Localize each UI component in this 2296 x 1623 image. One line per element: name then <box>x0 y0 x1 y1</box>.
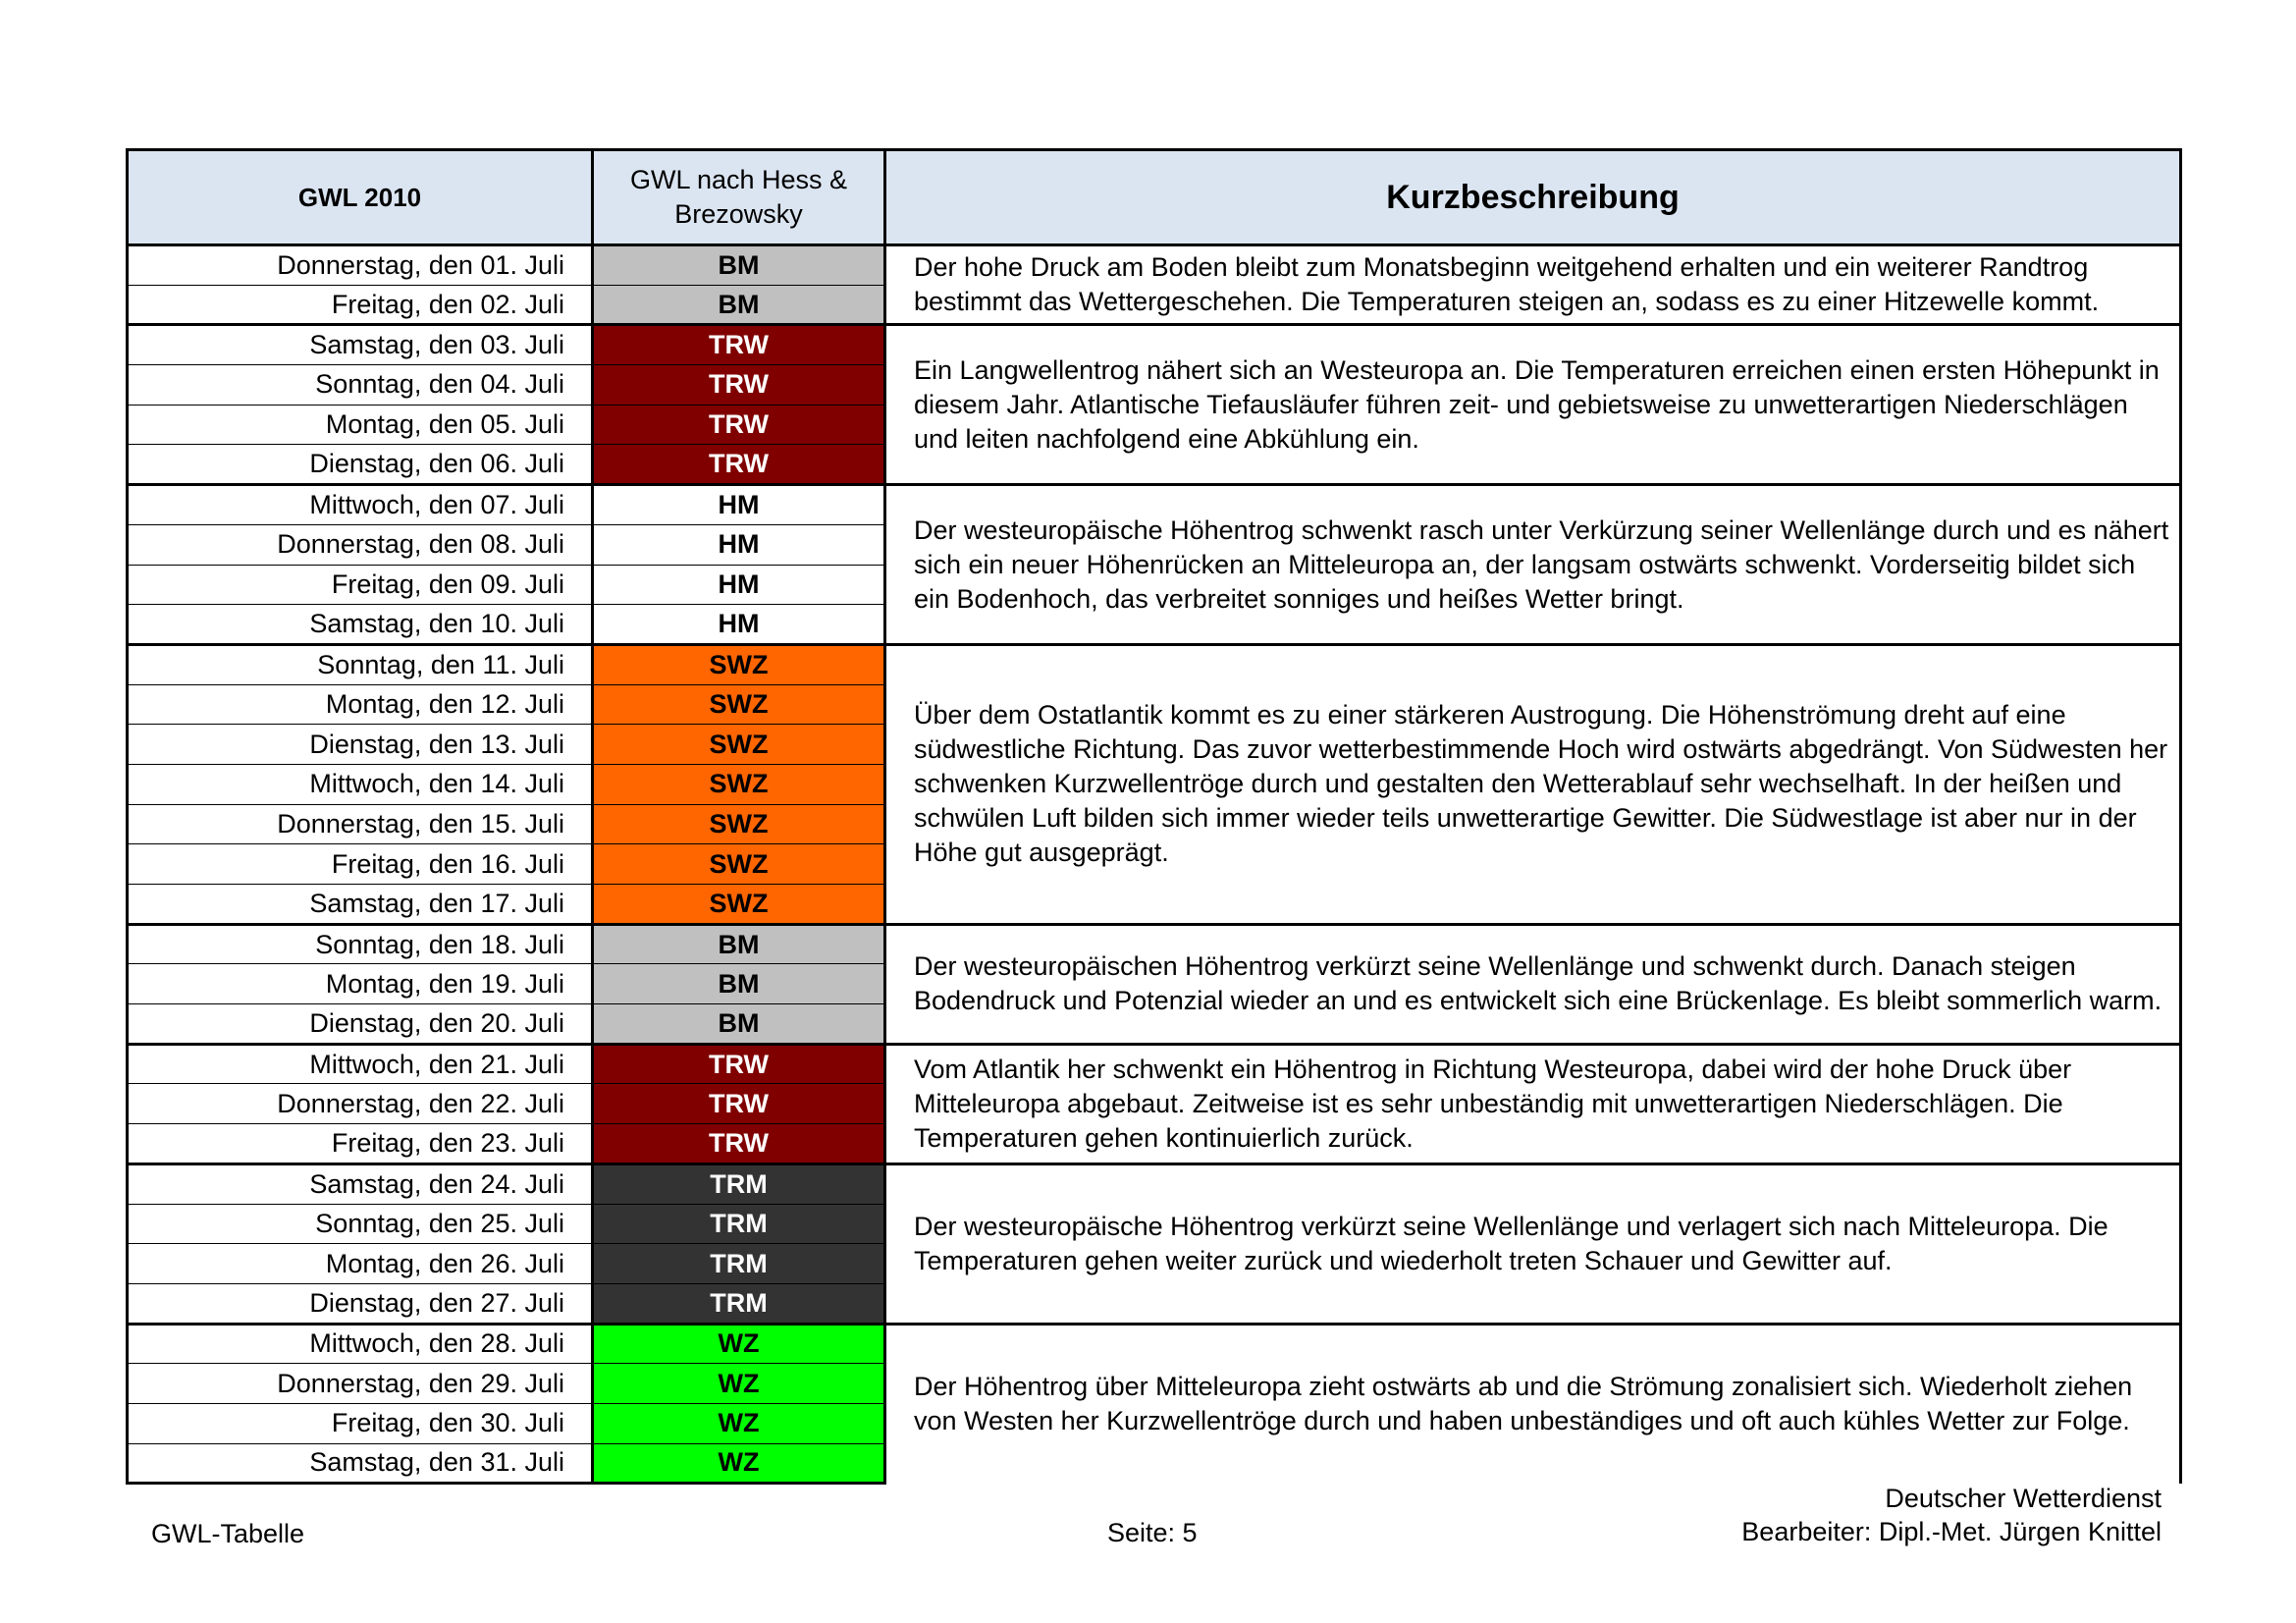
row-gwl-code: SWZ <box>593 684 885 725</box>
row-gwl-code: BM <box>593 1004 885 1045</box>
row-gwl-code: SWZ <box>593 885 885 925</box>
header-gwl-2010: GWL 2010 <box>128 150 593 245</box>
row-gwl-code: BM <box>593 924 885 964</box>
row-date: Sonntag, den 25. Juli <box>128 1204 593 1244</box>
header-row <box>128 150 2181 245</box>
row-date: Donnerstag, den 08. Juli <box>128 524 593 565</box>
row-gwl-code: HM <box>593 485 885 525</box>
row-gwl-code: WZ <box>593 1403 885 1443</box>
table-row <box>128 325 2181 365</box>
gwl-table <box>126 148 2182 1485</box>
row-date: Dienstag, den 27. Juli <box>128 1283 593 1324</box>
row-date: Donnerstag, den 15. Juli <box>128 804 593 844</box>
row-date: Montag, den 12. Juli <box>128 684 593 725</box>
row-gwl-code: SWZ <box>593 725 885 765</box>
row-date: Freitag, den 23. Juli <box>128 1124 593 1164</box>
group-description: Der westeuropäische Höhentrog verkürzt seine Wellenlänge und verlagert sich nach Mitteleuropa. Die Temperaturen gehen weiter zurück und wiederholt treten Schauer und Gewitter auf. <box>885 1163 2181 1324</box>
row-gwl-code: TRW <box>593 365 885 406</box>
group-description: Der westeuropäischen Höhentrog verkürzt seine Wellenlänge und schwenkt durch. Danach steigen Bodendruck und Potenzial wieder an und es entwickelt sich eine Brückenlage. Es bleibt sommerlich warm. <box>885 924 2181 1044</box>
footer-document-title: GWL-Tabelle <box>151 1519 305 1548</box>
row-gwl-code: BM <box>593 245 885 286</box>
row-gwl-code: TRW <box>593 405 885 445</box>
row-gwl-code: TRW <box>593 325 885 365</box>
row-date: Mittwoch, den 14. Juli <box>128 764 593 804</box>
row-gwl-code: WZ <box>593 1324 885 1364</box>
row-date: Mittwoch, den 07. Juli <box>128 485 593 525</box>
row-gwl-code: SWZ <box>593 804 885 844</box>
row-date: Dienstag, den 20. Juli <box>128 1004 593 1045</box>
table-row <box>128 924 2181 964</box>
table-row <box>128 1044 2181 1084</box>
footer-organization: Deutscher Wetterdienst <box>1885 1484 2162 1513</box>
row-date: Donnerstag, den 29. Juli <box>128 1364 593 1404</box>
row-gwl-code: TRM <box>593 1283 885 1324</box>
header-kurzbeschreibung: Kurzbeschreibung <box>885 150 2181 245</box>
row-gwl-code: WZ <box>593 1364 885 1404</box>
group-description: Ein Langwellentrog nähert sich an Westeuropa an. Die Temperaturen erreichen einen ersten Höhepunkt in diesem Jahr. Atlantische Tiefausläufer führen zeit- und gebietsweise zu unwetterartigen Niederschlägen und leiten nachfolgend eine Abkühlung ein. <box>885 325 2181 485</box>
row-gwl-code: TRW <box>593 1084 885 1124</box>
row-date: Mittwoch, den 21. Juli <box>128 1044 593 1084</box>
footer-page-number: Seite: 5 <box>1107 1518 1198 1547</box>
row-gwl-code: WZ <box>593 1443 885 1484</box>
row-gwl-code: TRW <box>593 1124 885 1164</box>
row-date: Samstag, den 17. Juli <box>128 885 593 925</box>
row-date: Donnerstag, den 01. Juli <box>128 245 593 286</box>
table-row <box>128 485 2181 525</box>
header-hess-line1: GWL nach Hess & <box>629 165 848 194</box>
footer-editor: Bearbeiter: Dipl.-Met. Jürgen Knittel <box>1741 1517 2162 1546</box>
row-date: Montag, den 26. Juli <box>128 1244 593 1284</box>
row-date: Freitag, den 30. Juli <box>128 1403 593 1443</box>
row-date: Dienstag, den 06. Juli <box>128 445 593 485</box>
group-description: Der hohe Druck am Boden bleibt zum Monatsbeginn weitgehend erhalten und ein weiterer Randtrog bestimmt das Wettergeschehen. Die Temperaturen steigen an, sodass es zu einer Hitzewelle kommt. <box>885 245 2181 325</box>
row-date: Montag, den 05. Juli <box>128 405 593 445</box>
row-gwl-code: TRW <box>593 445 885 485</box>
table-row <box>128 644 2181 684</box>
row-gwl-code: TRM <box>593 1244 885 1284</box>
row-date: Freitag, den 02. Juli <box>128 285 593 325</box>
row-gwl-code: SWZ <box>593 764 885 804</box>
row-date: Sonntag, den 04. Juli <box>128 365 593 406</box>
row-date: Samstag, den 31. Juli <box>128 1443 593 1484</box>
row-date: Donnerstag, den 22. Juli <box>128 1084 593 1124</box>
header-hess-line2: Brezowsky <box>674 199 803 229</box>
row-date: Freitag, den 09. Juli <box>128 565 593 605</box>
row-date: Sonntag, den 11. Juli <box>128 644 593 684</box>
footer-author-block <box>1741 1482 2162 1548</box>
row-gwl-code: HM <box>593 605 885 645</box>
row-gwl-code: SWZ <box>593 644 885 684</box>
table-row <box>128 1163 2181 1204</box>
group-description: Über dem Ostatlantik kommt es zu einer stärkeren Austrogung. Die Höhenströmung dreht auf eine südwestliche Richtung. Das zuvor wetterbestimmende Hoch wird ostwärts abgedrängt. Von Südwesten her schwenken Kurzwellentröge durch und gestalten den Wetterablauf sehr wechselhaft. In der heißen und schwülen Luft bilden sich immer wieder teils unwetterartige Gewitter. Die Südwestlage ist aber nur in der Höhe gut ausgeprägt. <box>885 644 2181 924</box>
row-date: Freitag, den 16. Juli <box>128 844 593 885</box>
row-date: Sonntag, den 18. Juli <box>128 924 593 964</box>
row-date: Montag, den 19. Juli <box>128 964 593 1004</box>
table-body <box>128 245 2181 1484</box>
row-gwl-code: HM <box>593 565 885 605</box>
group-description: Vom Atlantik her schwenkt ein Höhentrog in Richtung Westeuropa, dabei wird der hohe Druck über Mitteleuropa abgebaut. Zeitweise ist es sehr unbeständig mit unwetterartigen Niederschlägen. Die Temperaturen gehen kontinuierlich zurück. <box>885 1044 2181 1163</box>
table-row <box>128 245 2181 286</box>
row-date: Samstag, den 10. Juli <box>128 605 593 645</box>
row-date: Mittwoch, den 28. Juli <box>128 1324 593 1364</box>
row-gwl-code: BM <box>593 964 885 1004</box>
group-description: Der westeuropäische Höhentrog schwenkt rasch unter Verkürzung seiner Wellenlänge durch und es nähert sich ein neuer Höhenrücken an Mitteleuropa an, der langsam ostwärts schwenkt. Vorderseitig bildet sich ein Bodenhoch, das verbreitet sonniges und heißes Wetter bringt. <box>885 485 2181 645</box>
row-gwl-code: BM <box>593 285 885 325</box>
row-date: Dienstag, den 13. Juli <box>128 725 593 765</box>
header-gwl-hess-brezowsky <box>593 150 885 245</box>
table-row <box>128 1324 2181 1364</box>
row-gwl-code: SWZ <box>593 844 885 885</box>
row-date: Samstag, den 24. Juli <box>128 1163 593 1204</box>
row-gwl-code: TRM <box>593 1204 885 1244</box>
row-gwl-code: TRW <box>593 1044 885 1084</box>
row-gwl-code: TRM <box>593 1163 885 1204</box>
group-description: Der Höhentrog über Mitteleuropa zieht ostwärts ab und die Strömung zonalisiert sich. Wiederholt ziehen von Westen her Kurzwellentröge durch und haben unbeständiges und oft auch kühles Wetter zur Folge. <box>885 1324 2181 1484</box>
row-gwl-code: HM <box>593 524 885 565</box>
row-date: Samstag, den 03. Juli <box>128 325 593 365</box>
